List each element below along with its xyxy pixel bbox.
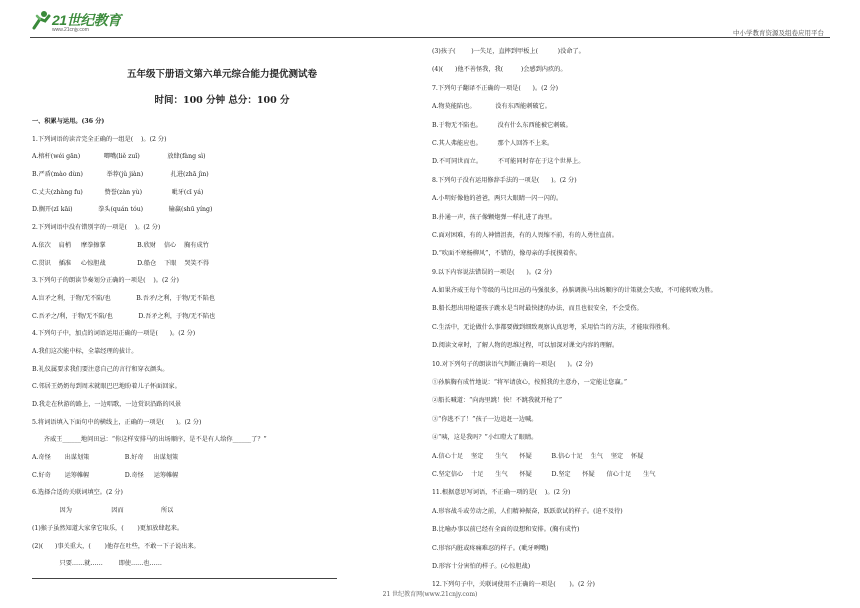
left-question-list [32,118,412,568]
question-line: 12.下列句子中，关联词使用不正确的一项是( )。(2 分) [432,581,595,589]
right-question-list [432,48,832,600]
question-line: (3)孩子( )一失足，直摔到甲板上( )没命了。 [432,48,585,55]
question-line: 11.根据意思写词语，不正确一项的是( )。(2 分) [432,489,571,497]
question-line: B.扑通一声，孩子像颗炮弹一样扎进了海里。 [432,213,557,221]
question-line: C.生活中，无论做什么事都要做到细致观察认真思考，采用恰当的方法，才能取得胜利。 [432,323,674,331]
question-line: C.形容内脏或疼痛难忍的样子。(呲牙咧嘴) [432,544,549,552]
question-line: 2.下列词语中没有错别字的一项是( )。(2 分) [32,224,161,232]
question-line: B.严盾(mào dùn) 举荐(jǔ jiàn) 扎进(zhā jìn) [32,171,209,179]
platform-name: 中小学教育资源及组卷应用平台 [733,29,824,37]
site-logo [30,10,140,38]
question-line: D.形容十分害怕的样子。(心惊胆战) [432,562,531,570]
question-line: D.我走在秋游的路上，一边唱歌，一边赏识沿路的风景 [32,401,182,408]
question-line: (2)( )事关重大，( )他存在吐些，不敢一下子说出来。 [32,542,200,550]
question-line: ①孙膑胸有成竹地说：“将军请放心，按照我的主意办，一定能让您赢。” [432,379,628,387]
question-line: ④“咦，这是我吗？”小红瞪大了眼睛。 [432,434,538,442]
question-line: ②船长喊道：“向海里跳！快！不跳我就开枪了” [432,397,563,405]
question-line: A.我们这次能中标，全靠经理的拔计。 [32,347,138,355]
question-line: D.搁开(zī kāi) 拳头(quán tóu) 输赢(shū yíng) [32,206,213,214]
question-line: 只要……就…… 即使……也…… [32,560,162,568]
question-line: (1)猴子虽然知道大家拿它取乐，( )更加放肆起来。 [32,524,184,532]
question-line: 3.下列句子的朗读节奏划分正确的一项是( )。(2 分) [32,277,179,285]
question-line: 6.选择合适的关联词填空。(2 分) [32,489,123,497]
header-divider [30,37,830,38]
question-line: A.榕杆(wéi gān) 唧嘴(liě zuǐ) 放肆(fàng sì) [32,153,206,161]
question-line: C.好奇 运筹帷幄 D.奇怪 运筹帷幄 [32,471,179,479]
question-line: C.其人弗能应也。 那个人回答不上来。 [432,139,554,147]
logo-subtext: www.21cnjy.com [52,27,89,33]
question-line: C.贯识 插准 心惊胆战 D.船仓 下眼 哭笑不得 [32,259,210,267]
question-line: B.于物无不陷也。 没有什么东西能被它刺破。 [432,121,572,129]
question-line: A.如果齐威王每个等级的马比田忌的马强很多，孙膑调换马出场顺序的计策就会失败，不可能转败为胜。 [432,287,717,295]
question-line: A.奇怪 出谋划策 B.好奇 出谋划策 [32,454,179,462]
question-line: 9.以下内容说法错误的一项是( )。(2 分) [432,268,552,276]
footer-source: 21 世纪教育网(www.21cnjy.com) [382,591,478,598]
question-line: D.不可同世而立。 不可能同时存在于这个世界上。 [432,158,585,166]
question-line: 齐威王______地问田忌：“你这样安排马的出场顺序，是不是有人给你______了？” [32,436,267,444]
question-line: ③“你逃不了！”孩子一边追赶一边喊。 [432,415,538,423]
question-line: A.形容战斗或劳动之前，人们精神振奋，跃跃欲试的样子。(迫不及待) [432,507,623,515]
question-line: C.坚定信心 十足 生气 怀疑 D.坚定 怀疑 信心十足 生气 [432,470,656,478]
question-line: C.丈夫(zhàng fu) 赞誉(zàn yù) 呲牙(cī yá) [32,188,204,196]
question-line: A.盲矛之利，于物/无不陷/也 B.吾矛/之利，于物/无不陷也 [32,294,215,302]
question-line: D.阅读文章时，了解人物的思维过程，可以加深对课文内容的理解。 [432,342,619,350]
question-line: 8.下列句子没有运用修辞手法的一项是( )。(2 分) [432,176,577,184]
exam-title: 五年级下册语文第六单元综合能力提优测试卷 [126,69,317,80]
question-line: D.“吹面不寒杨柳风”，不错的，像母亲的手抚摸着你。 [432,250,582,258]
question-line: A.物莫能陷也。 没有东西能刺破它。 [432,103,551,111]
left-column [32,40,412,578]
question-line: 5.将词语填入下面句中的横线上，正确的一项是( )。(2 分) [32,418,202,426]
question-line: 4.下列句子中，加点的词语运用正确的一项是( )。(2 分) [32,330,196,338]
question-line: A.小明好像他的爸爸，两只大眼睛一闪一闪的。 [432,195,563,203]
logo-text: 21世纪教育 [52,12,121,28]
question-line: 1.下列词语的读音完全正确的一组是( )。(2 分) [32,135,167,143]
question-line: 10.对下列句子的朗读语气判断正确的一项是( )。(2 分) [432,360,593,368]
exam-subtitle: 时间：100 分钟 总分：100 分 [154,95,290,106]
runner-logo-icon [30,10,52,30]
question-line: 7.下列句子翻译不正确的一项是( )。(2 分) [432,84,559,92]
question-line: B.礼仪属要求我们要注意自己的言行和穿衣颜头。 [32,365,169,373]
footer-divider [32,578,337,579]
question-line: C.邻居王奶奶每到周末就眼巴巴地盼着儿子怀面回家。 [32,383,181,391]
question-line: A.信心十足 坚定 生气 怀疑 B.信心十足 生气 坚定 怀疑 [432,452,644,460]
question-line: C.面对困难，有的人神情沮丧，有的人畏缩不前，有的人勇往直前。 [432,231,618,239]
question-line: B.比喻办事以前已经有全面的设想和安排。(胸有成竹) [432,526,580,534]
question-line: 因为 因而 所以 [32,507,174,515]
question-line: C.吾矛之/利，于物/无不陷/也 D.吾矛之利，于物/无不陷也 [32,312,216,320]
question-line: (4)( )他不善怪我，我( )会感到内疚的。 [432,66,567,74]
question-line: A.依次 肩梢 摩拳擦掌 B.欣财 信心 胸有成竹 [32,241,209,249]
question-line: B.船长想出用枪逼孩子跳水是当时最快捷的办法，而且也很安全，不会受伤。 [432,305,643,313]
question-line: 一、积累与运用。(36 分) [32,118,105,125]
